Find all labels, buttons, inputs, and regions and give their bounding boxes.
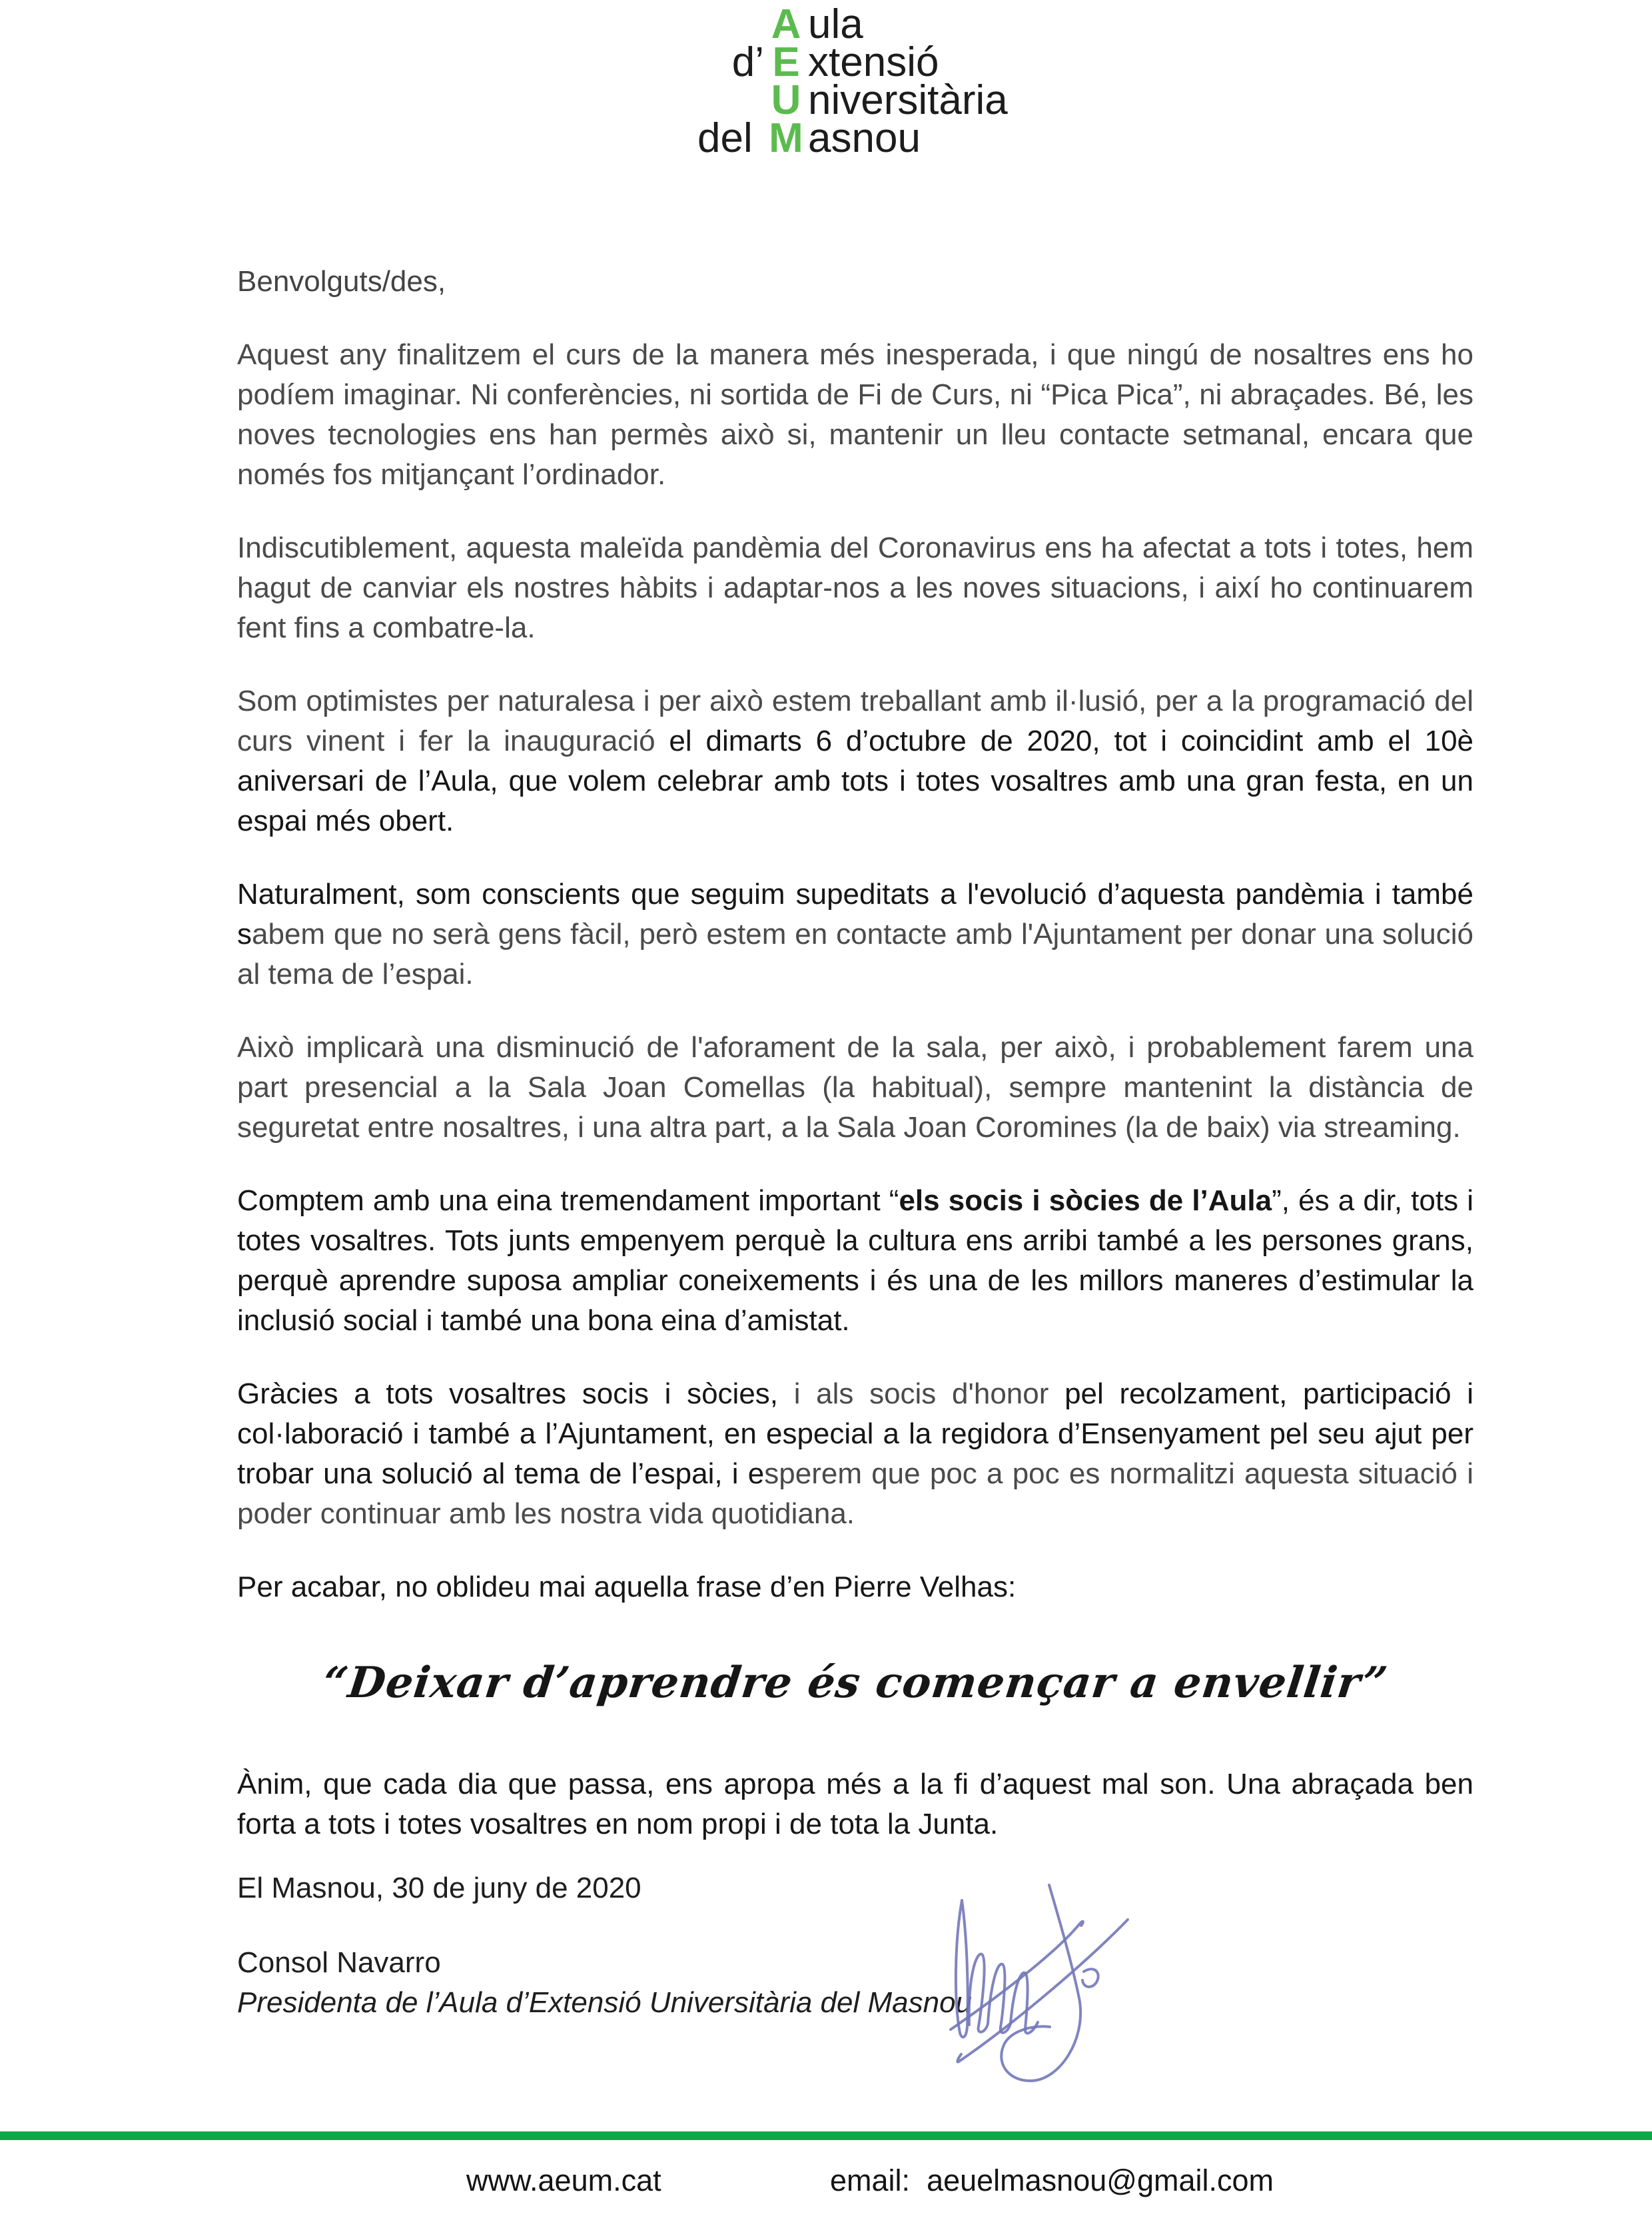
email-line [830, 2163, 1274, 2198]
logo-initial: U [771, 77, 801, 123]
text-segment: ”, és a dir, tots i totes vosaltres. Tots junts empenyem perquè la cultura ens arribi també a les persones grans, perquè aprendre suposa ampliar coneixements i és una de les millors maneres d’estimular la inclusió social i també una bona eina d’amistat. [237, 1184, 1473, 1337]
logo-text: d’ [731, 39, 764, 85]
paragraph [237, 1374, 1473, 1534]
logo-text: del [697, 115, 764, 161]
logo-initial: E [772, 39, 800, 85]
paragraph [237, 1181, 1473, 1341]
signer-title: Presidenta de l’Aula d’Extensió Universitària del Masnou [237, 1986, 973, 2019]
text-segment: abem que no serà gens fàcil, però estem en contacte amb l'Ajuntament per donar una solució al tema de l’espai. [237, 918, 1473, 990]
logo-text: ula [808, 1, 863, 47]
paragraph [237, 1764, 1473, 1844]
email-spacer [910, 2163, 927, 2197]
logo-initial: A [771, 1, 801, 47]
email-label: email: [830, 2163, 911, 2197]
date-line: El Masnou, 30 de juny de 2020 [237, 1872, 641, 1904]
paragraph [237, 528, 1473, 648]
letter-paragraphs [237, 335, 1473, 1844]
aeum-logo [651, 1, 1008, 161]
logo-line [651, 77, 1008, 123]
text-segment: el dimarts 6 d’octubre de 2020, tot i coincidint amb el 10è aniversari de l’Aula, que volem celebrar amb tots i totes vosaltres amb una gran festa, en un espai més obert. [237, 725, 1474, 837]
text-segment: els socis i sòcies de l’Aula [899, 1184, 1272, 1217]
paragraph [237, 681, 1473, 841]
logo-line [651, 1, 1008, 47]
text-segment: Per acabar, no oblideu mai aquella frase d’en Pierre Velhas: [237, 1571, 1017, 1603]
logo-line [651, 115, 1008, 161]
text-segment: Ànim, que cada dia que passa, ens apropa més a la fi d’aquest mal son. Una abraçada ben forta a tots i totes vosaltres en nom propi i de tota la Junta. [237, 1768, 1473, 1840]
text-segment: Això implicarà una disminució de l'aforament de la sala, per això, i probablement farem una part presencial a la Sala Joan Comellas (la habitual), sempre mantenint la distància de seguretat entre nosaltres, i una altra part, a la Sala Joan Coromines (la de baix) via streaming. [237, 1031, 1473, 1144]
paragraph [237, 875, 1473, 994]
logo-initial: M [769, 115, 803, 161]
text-segment: Aquest any finalitzem el curs de la manera més inesperada, i que ningú de nosaltres ens ho podíem imaginar. Ni conferències, ni sortida de Fi de Curs, ni “Pica Pica”, ni abraçades. Bé, les noves tecnologies ens han permès això si, mantenir un lleu contacte setmanal, encara que només fos mitjançant l’ordinador. [237, 338, 1473, 491]
paragraph [237, 1567, 1473, 1607]
logo-text: asnou [808, 115, 921, 161]
paragraph [237, 335, 1473, 495]
letter-content [237, 262, 1473, 2023]
text-segment: pel recolzament, participació i col·laboració i també a l’Ajuntament, en especial a la regidora d’Ensenyament pel seu ajut per trobar una solució al tema de l’espai, i e [237, 1377, 1474, 1490]
text-segment: Som optimistes per naturalesa i per això estem treballant amb il·lusió, per a la programació del curs vinent i fer la inauguració [237, 685, 1473, 757]
text-segment: Gràcies a tots vosaltres socis i sòcies, [237, 1377, 779, 1410]
text-segment: Indiscutiblement, aquesta maleïda pandèmia del Coronavirus ens ha afectat a tots i totes, hem hagut de canviar els nostres hàbits i adaptar-nos a les noves situacions, i així ho continuarem fent fins a combatre-la. [237, 532, 1473, 644]
text-segment: Comptem amb una eina tremendament important “ [237, 1184, 899, 1217]
paragraph [237, 1028, 1473, 1148]
text-segment: “Deixar d’aprendre és començar a envellir” [320, 1658, 1391, 1708]
logo-line [651, 39, 1008, 85]
text-segment: Naturalment, som conscients que seguim supeditats a l'evolució d’aquesta pandèmia i també s [237, 878, 1473, 950]
text-segment: sperem que poc a poc es normalitzi aquesta situació i poder continuar amb les nostra vida quotidiana. [237, 1457, 1473, 1530]
greeting: Benvolguts/des, [237, 265, 446, 298]
logo-text: niversitària [808, 77, 1008, 123]
website-url: www.aeum.cat [466, 2163, 661, 2197]
logo-text: xtensió [808, 39, 939, 85]
quote-line [234, 1658, 1475, 1708]
footer-bar [0, 2131, 1652, 2140]
email-address: aeuelmasnou@gmail.com [927, 2163, 1274, 2197]
text-segment: i als socis d'honor [778, 1377, 1065, 1410]
signature-ink [929, 1858, 1149, 2098]
signer-name: Consol Navarro [237, 1946, 441, 1979]
